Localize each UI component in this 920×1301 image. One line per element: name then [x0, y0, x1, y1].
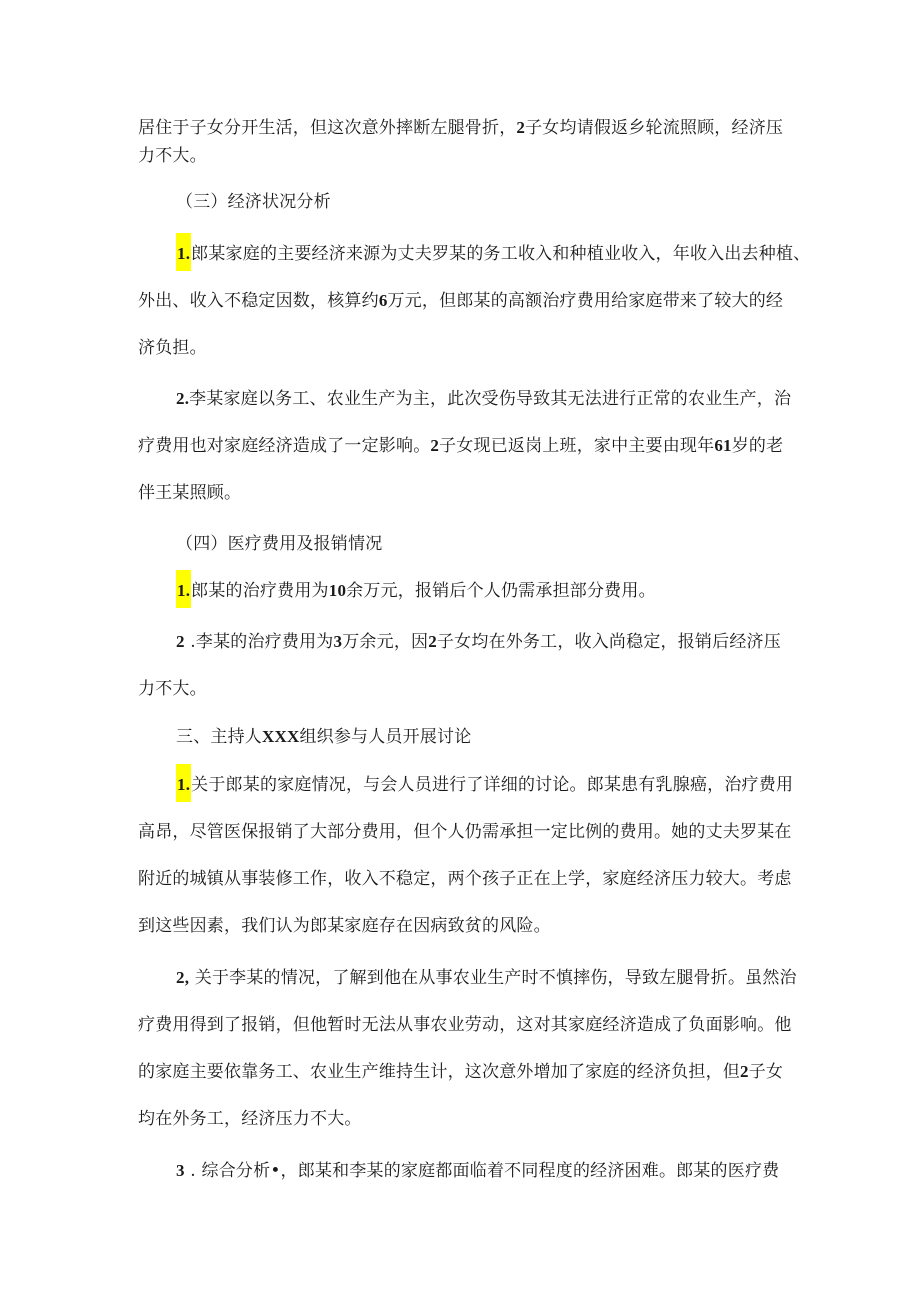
text-run: 三、主持人: [176, 727, 262, 747]
numeral: XXX: [262, 727, 300, 746]
numeral: 3: [333, 632, 343, 651]
text-line: [176, 580, 656, 608]
text-run: 到这些因素，我们认为郎某家庭存在因病致贫的风险。: [138, 916, 551, 936]
text-run: 附近的城镇从事装修工作，收入不稳定，两个孩子正在上学，家庭经济压力较大。考虑: [138, 869, 792, 889]
highlighted-item-number: 1.: [176, 764, 191, 802]
text-run: 郎某家庭的主要经济来源为丈夫罗某的务工收入和种植业收入，年收入出去种植、: [191, 244, 811, 264]
text-line: [176, 243, 810, 271]
text-line: [138, 1108, 362, 1130]
text-line: [176, 726, 471, 748]
text-run: 力不大。: [138, 146, 207, 166]
text-run: 均在外务工，经济压力不大。: [138, 1109, 362, 1129]
text-line: [138, 868, 792, 890]
text-line: [176, 191, 331, 213]
text-line: [138, 337, 207, 359]
text-run: 高昂，尽管医保报销了大部分费用，但个人仍需承担一定比例的费用。她的丈夫罗某在: [138, 822, 792, 842]
numeral: 2: [430, 436, 440, 455]
text-run: 关于李某的情况，了解到他在从事农业生产时不慎摔伤，导致左腿骨折。虽然治: [189, 968, 797, 988]
text-line: [138, 678, 207, 700]
text-run: 济负担。: [138, 338, 207, 358]
text-run: 居住于子女分开生活，但这次意外摔断左腿骨折，: [138, 118, 517, 138]
text-run: 疗费用得到了报销，但他暂时无法从事农业劳动，这对其家庭经济造成了负面影响。他: [138, 1015, 792, 1035]
text-run: 力不大。: [138, 679, 207, 699]
text-line: [138, 821, 792, 843]
text-line: [138, 915, 551, 937]
text-line: [138, 482, 241, 504]
text-run: 关于郎某的家庭情况，与会人员进行了详细的讨论。郎某患有乳腺癌，治疗费用: [191, 775, 794, 795]
numeral: 3: [176, 1161, 185, 1180]
text-run: 岁的老: [731, 436, 784, 456]
text-run: 子女现已返岗上班，家中主要由现年: [439, 436, 715, 456]
numeral: 10: [328, 581, 347, 600]
text-line: [138, 290, 783, 312]
numeral: 2: [740, 1062, 749, 1081]
text-run: 余万元，报销后个人仍需承担部分费用。: [346, 581, 656, 601]
text-run: 疗费用也对家庭经济造成了一定影响。: [138, 436, 431, 456]
text-run: 组织参与人员开展讨论: [299, 727, 472, 747]
text-run: 子女均请假返乡轮流照顾，经济压: [525, 118, 784, 138]
text-run: 郎某的治疗费用为: [191, 581, 329, 601]
numeral: 6: [378, 291, 388, 310]
text-line: [138, 1014, 792, 1036]
numeral: 2: [428, 632, 437, 651]
text-line: [138, 145, 207, 167]
text-line: [138, 435, 783, 457]
text-run: 的家庭主要依靠务工、农业生产维持生计，这次意外增加了家庭的经济负担，但: [138, 1062, 740, 1082]
text-run: 伴王某照顾。: [138, 483, 242, 503]
text-line: [176, 1160, 779, 1182]
highlighted-item-number: 1.: [176, 233, 191, 271]
text-run: .李某的治疗费用为: [184, 632, 334, 652]
text-run: 李某家庭以务工、农业生产为主，此次受伤导致其无法进行正常的农业生产，治: [189, 389, 792, 409]
numeral: 61: [714, 436, 732, 455]
text-run: 子女: [748, 1062, 784, 1082]
text-run: . 综合分析•，郎某和李某的家庭都面临着不同程度的经济困难。郎某的医疗费: [184, 1161, 780, 1181]
text-run: 万元，但郎某的高额治疗费用给家庭带来了较大的经: [387, 291, 784, 311]
numeral: 2,: [176, 968, 190, 987]
highlighted-item-number: 1.: [176, 570, 191, 608]
text-line: [138, 117, 783, 139]
text-line: [176, 533, 382, 555]
numeral: 2: [176, 632, 185, 651]
text-line: [138, 1061, 783, 1083]
text-run: （三）经济状况分析: [176, 192, 331, 212]
text-line: [176, 774, 793, 802]
text-line: [176, 631, 781, 653]
text-run: 外出、收入不稳定因数，核算约: [138, 291, 379, 311]
text-line: [176, 388, 791, 410]
text-run: （四）医疗费用及报销情况: [176, 534, 383, 554]
text-line: [176, 967, 797, 989]
numeral: 2.: [176, 389, 190, 408]
text-run: 子女均在外务工，收入尚稳定，报销后经济压: [436, 632, 781, 652]
numeral: 2: [516, 118, 526, 137]
text-run: 万余元，因: [342, 632, 429, 652]
